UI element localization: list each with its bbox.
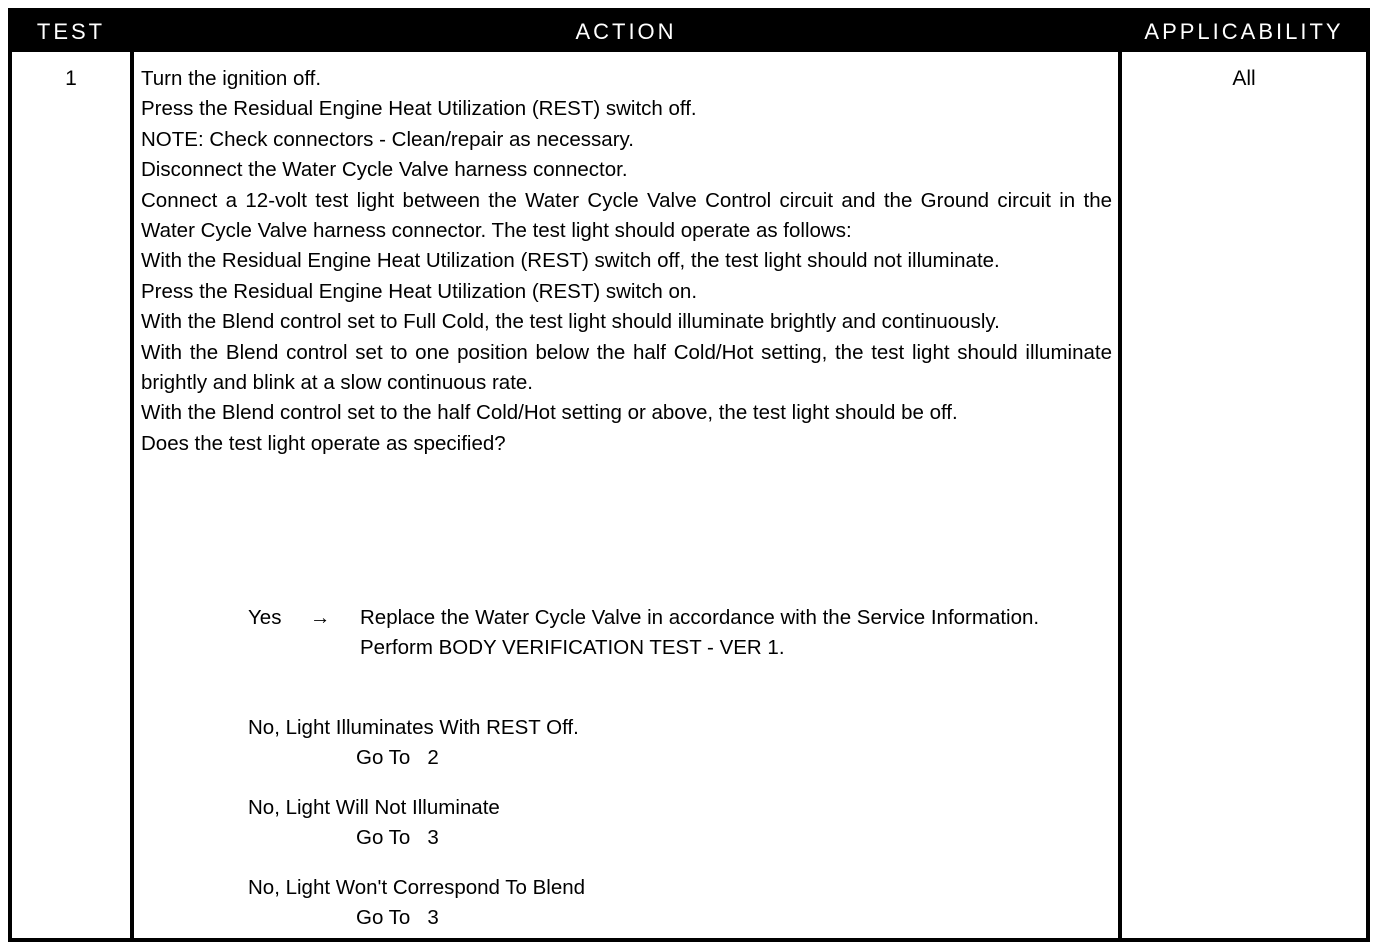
yes-label: Yes <box>248 606 282 629</box>
column-divider-applicability <box>1118 52 1122 938</box>
goto-step: Go To 3 <box>356 826 439 849</box>
table-header <box>12 12 1366 52</box>
header-applicability: APPLICABILITY <box>1144 19 1344 44</box>
action-step: With the Blend control set to the half Cold/Hot setting or above, the test light should be off. <box>141 401 958 425</box>
yes-instruction: Replace the Water Cycle Valve in accordance with the Service Information. <box>360 606 1040 629</box>
action-step: Press the Residual Engine Heat Utilization (REST) switch off. <box>141 97 697 121</box>
action-step: Press the Residual Engine Heat Utilization (REST) switch on. <box>141 279 698 303</box>
yes-instruction: Perform BODY VERIFICATION TEST - VER 1. <box>360 636 785 660</box>
right-arrow-icon: → <box>310 606 331 629</box>
action-step: With the Blend control set to Full Cold, the test light should illuminate brightly and continuously. <box>141 310 1000 334</box>
no-answer-label: No, Light Will Not Illuminate <box>248 796 500 819</box>
action-step: Disconnect the Water Cycle Valve harness connector. <box>141 158 628 182</box>
no-answer-label: No, Light Won't Correspond To Blend <box>248 876 586 899</box>
goto-step: Go To 3 <box>356 906 439 929</box>
header-test: TEST <box>36 19 106 44</box>
action-step: Connect a 12-volt test light between the Water Cycle Valve Control circuit and the Ground circuit in the Water Cycle Valve harness connector. The test light should operate as follows: <box>141 188 1112 243</box>
column-divider-test <box>130 52 134 938</box>
action-note: NOTE: Check connectors - Clean/repair as necessary. <box>141 127 634 151</box>
test-number: 1 <box>65 67 77 90</box>
no-answer-label: No, Light Illuminates With REST Off. <box>248 716 579 739</box>
yes-instructions <box>360 603 1112 664</box>
action-step: With the Residual Engine Heat Utilization (REST) switch off, the test light should not illuminate. <box>141 249 1000 273</box>
applicability-value: All <box>1232 67 1256 90</box>
header-action: ACTION <box>575 19 677 44</box>
diagnostic-test-table <box>8 8 1370 942</box>
action-step: Turn the ignition off. <box>141 67 322 90</box>
action-steps <box>141 64 1112 459</box>
goto-step: Go To 2 <box>356 746 439 769</box>
action-step: With the Blend control set to one position below the half Cold/Hot setting, the test light should illuminate brightly and blink at a slow continuous rate. <box>141 340 1112 395</box>
action-question: Does the test light operate as specified? <box>141 431 506 455</box>
